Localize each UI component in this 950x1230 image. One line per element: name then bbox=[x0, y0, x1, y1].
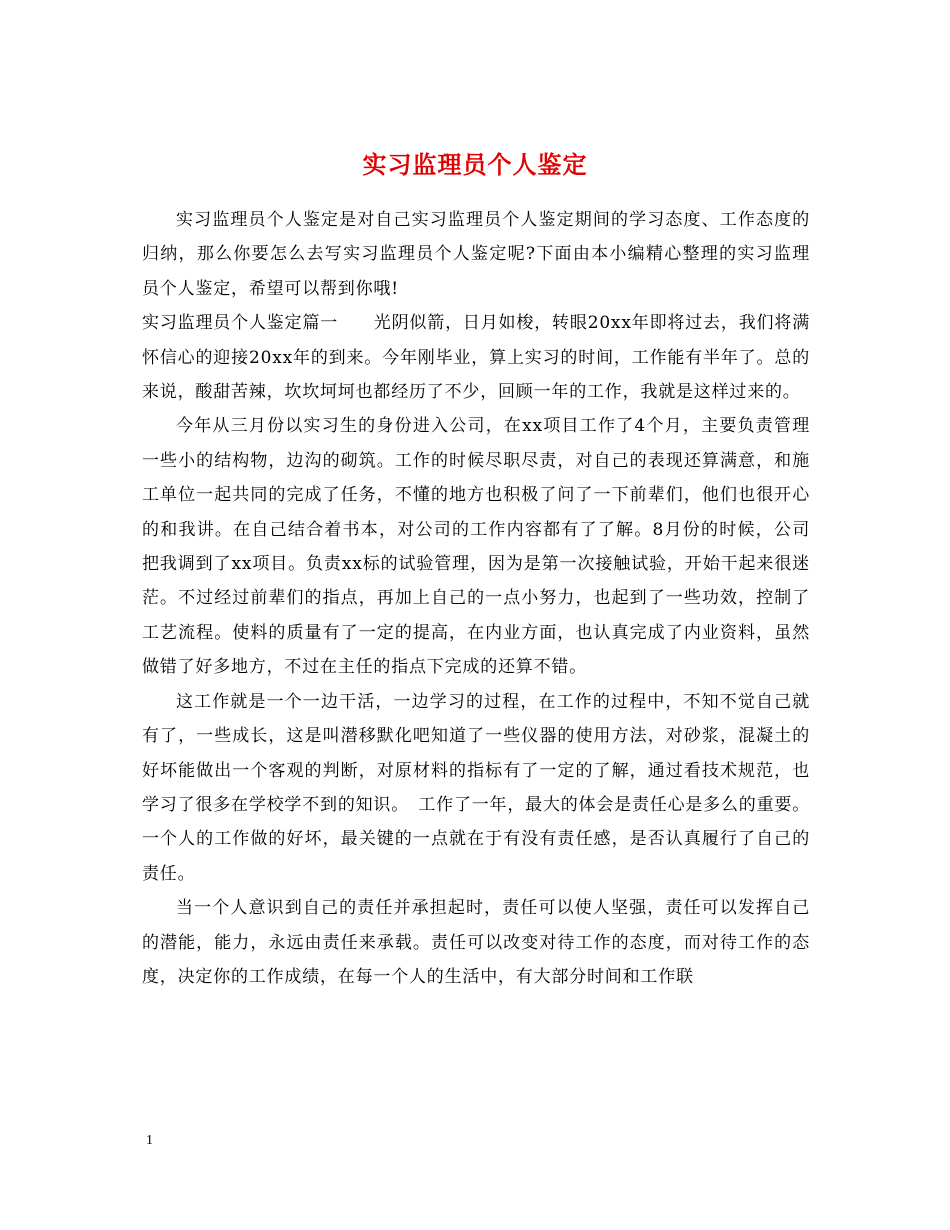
learning-paragraph: 这工作就是一个一边干活，一边学习的过程，在工作的过程中，不知不觉自己就有了，一些成长，这是叫潜移默化吧知道了一些仪器的使用方法，对砂浆，混凝土的好坏能做出一个客观的判断，对原材料的指标有了一定的了解，通过看技术规范，也学习了很多在学校学不到的知识。 工作了一年，最大的体会是责任心是多么的重要。一个人的工作做的好坏，最关键的一点就在于有没有责任感，是否认真履行了自己的责任。 bbox=[142, 691, 810, 884]
page-number: 1 bbox=[146, 1133, 153, 1148]
intro-paragraph: 实习监理员个人鉴定是对自己实习监理员个人鉴定期间的学习态度、工作态度的归纳，那么你要怎么去写实习监理员个人鉴定呢?下面由本小编精心整理的实习监理员个人鉴定，希望可以帮到你哦! bbox=[142, 210, 810, 299]
document-body bbox=[142, 203, 810, 994]
work-experience-paragraph: 今年从三月份以实习生的身份进入公司，在xx项目工作了4个月，主要负责管理一些小的结构物，边沟的砌筑。工作的时候尽职尽责，对自己的表现还算满意，和施工单位一起共同的完成了任务，不懂的地方也积极了问了一下前辈们，他们也很开心的和我讲。在自己结合着书本，对公司的工作内容都有了了解。8月份的时候，公司把我调到了xx项目。负责xx标的试验管理，因为是第一次接触试验，开始干起来很迷茫。不过经过前辈们的指点，再加上自己的一点小努力，也起到了一些功效，控制了工艺流程。使料的质量有了一定的提高，在内业方面，也认真完成了内业资料，虽然做错了好多地方，不过在主任的指点下完成的还算不错。 bbox=[142, 416, 810, 678]
section-one-paragraph: 实习监理员个人鉴定篇一 光阴似箭，日月如梭，转眼20xx年即将过去，我们将满怀信心的迎接20xx年的到来。今年刚毕业，算上实习的时间，工作能有半年了。总的来说，酸甜苦辣，坎坎坷坷也都经历了不少，回顾一年的工作，我就是这样过来的。 bbox=[142, 313, 810, 403]
document-title: 实习监理员个人鉴定 bbox=[362, 150, 588, 180]
responsibility-paragraph: 当一个人意识到自己的责任并承担起时，责任可以使人坚强，责任可以发挥自己的潜能，能力，永远由责任来承载。责任可以改变对待工作的态度，而对待工作的态度，决定你的工作成绩，在每一个人的生活中，有大部分时间和工作联 bbox=[142, 898, 810, 987]
